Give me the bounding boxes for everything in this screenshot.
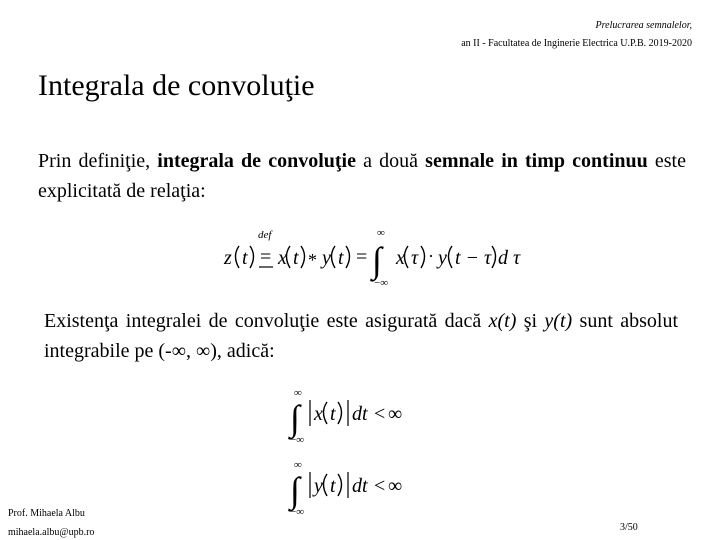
- definition-text-2: a două: [355, 150, 426, 172]
- integral-sign: ∫: [290, 398, 300, 438]
- paren-left: [236, 246, 240, 268]
- x-symbol: x: [314, 403, 323, 425]
- existence-text-1: Existenţa integralei de convoluţie este asigurată dacă: [44, 310, 489, 332]
- upper-limit: ∞: [294, 459, 302, 471]
- abs-y-formula-svg: [288, 458, 418, 516]
- lower-limit: −∞: [374, 277, 389, 289]
- convolution-formula-svg: [222, 226, 522, 288]
- paren-right: [338, 474, 342, 496]
- definition-text-3: este explicitată de relaţia:: [38, 150, 686, 202]
- t-symbol: t: [338, 247, 344, 269]
- multiply-dot: ·: [428, 246, 434, 266]
- paren-right: [421, 246, 425, 268]
- upper-limit: ∞: [377, 227, 385, 239]
- paren-left: [324, 402, 328, 424]
- equals-sign: =: [260, 246, 272, 268]
- less-than: <: [374, 475, 386, 497]
- t-symbol: t: [242, 247, 248, 269]
- x-symbol: x: [396, 247, 405, 269]
- dt-symbol: dt: [352, 475, 368, 497]
- dt-symbol: dt: [352, 403, 368, 425]
- paren-right: [346, 246, 350, 268]
- abs-x-formula-svg: [288, 386, 418, 444]
- paren-left: [287, 246, 291, 268]
- convolution-star: *: [308, 250, 317, 270]
- lower-limit: −∞: [290, 506, 305, 518]
- paren-left: [324, 474, 328, 496]
- existence-italic-x: x(t): [488, 310, 517, 332]
- slide-title: Integrala de convoluţie: [38, 69, 315, 102]
- existence-text-3: sunt absolut integrabile pe (-∞, ∞), adică:: [44, 310, 678, 362]
- page-number: 3/50: [620, 522, 638, 533]
- footer-email: mihaela.albu@upb.ro: [8, 527, 95, 538]
- t-symbol: t: [330, 403, 336, 425]
- infinity-symbol: ∞: [388, 403, 403, 425]
- convolution-formula: [222, 226, 522, 288]
- x-symbol: x: [278, 247, 287, 269]
- paren-left: [332, 246, 336, 268]
- y-symbol: y: [322, 247, 331, 269]
- paren-right: [301, 246, 305, 268]
- integral-sign: ∫: [290, 470, 300, 510]
- existence-text-2: şi: [516, 310, 545, 332]
- y-symbol: y: [314, 475, 323, 497]
- t-symbol: t: [330, 475, 336, 497]
- paren-left: [449, 246, 453, 268]
- existence-italic-y: y(t): [544, 310, 573, 332]
- paren-left: [405, 246, 409, 268]
- abs-x-formula: [288, 386, 418, 444]
- t-minus-tau: t − τ: [455, 247, 492, 269]
- existence-paragraph: [44, 306, 678, 366]
- y-symbol: y: [438, 247, 447, 269]
- paren-right: [250, 246, 254, 268]
- def-label: def: [258, 229, 272, 241]
- equals-sign-2: =: [356, 246, 368, 268]
- lower-limit: −∞: [290, 434, 305, 446]
- definition-bold-1: integrala de convoluţie: [157, 150, 356, 172]
- abs-y-formula: [288, 458, 418, 516]
- faculty-header: an II - Facultatea de Inginerie Electrica U.P.B. 2019-2020: [461, 38, 692, 49]
- definition-text-1: Prin definiţie,: [38, 150, 158, 172]
- upper-limit: ∞: [294, 387, 302, 399]
- less-than: <: [374, 403, 386, 425]
- definition-bold-2: semnale in timp continuu: [425, 150, 648, 172]
- dtau-symbol: d τ: [498, 247, 521, 269]
- integral-sign: ∫: [372, 240, 382, 280]
- footer-author: Prof. Mihaela Albu: [8, 508, 85, 519]
- definition-paragraph: [38, 146, 686, 206]
- t-symbol: t: [293, 247, 299, 269]
- paren-right: [492, 246, 496, 268]
- infinity-symbol: ∞: [388, 475, 403, 497]
- z-symbol: z: [224, 247, 232, 269]
- course-header: Prelucrarea semnalelor,: [595, 20, 692, 31]
- paren-right: [338, 402, 342, 424]
- tau-symbol: τ: [411, 247, 419, 269]
